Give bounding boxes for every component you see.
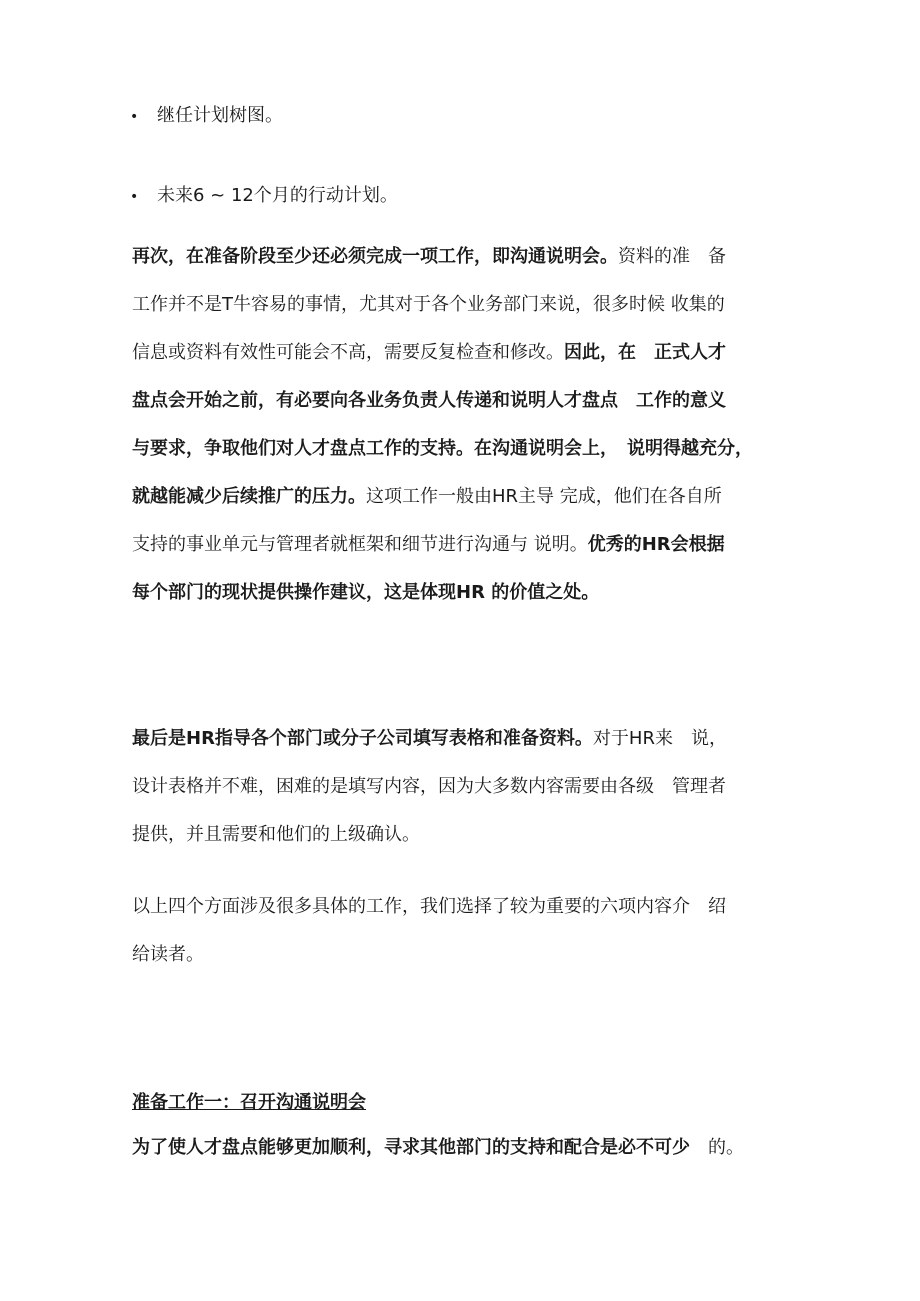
body-text: 的。: [690, 1137, 744, 1158]
bold-text: 为了使人才盘点能够更加顺利，寻求其他部门的支持和配合是必不可少: [132, 1137, 690, 1158]
paragraph-line: 与要求，争取他们对人才盘点工作的支持。在沟通说明会上， 说明得越充分，: [132, 438, 753, 459]
bullet-item: [130, 184, 398, 209]
bold-text: 再次，在准备阶段至少还必须完成一项工作，即沟通说明会。: [132, 246, 618, 267]
paragraph-line: [132, 532, 725, 558]
bullet-text: 未来6 ~ 12个月的行动计划。: [157, 185, 398, 206]
bold-text: 因此，在 正式人才: [564, 342, 726, 363]
body-text: 信息或资料有效性可能会不高，需要反复检查和修改。: [132, 342, 564, 363]
body-text: 资料的准 备: [618, 246, 726, 267]
paragraph-line: 提供，并且需要和他们的上级确认。: [132, 824, 420, 845]
bullet-dot-icon: •: [130, 189, 139, 205]
bold-text: 就越能减少后续推广的压力。: [132, 486, 366, 507]
paragraph-line: 工作并不是T牛容易的事情，尤其对于各个业务部门来说，很多时候 收集的: [132, 294, 725, 315]
paragraph-line: [132, 340, 726, 366]
paragraph-line: [132, 726, 727, 752]
paragraph-line: 给读者。: [132, 944, 204, 965]
section-heading: 准备工作一：召开沟通说明会: [132, 1092, 366, 1113]
paragraph-line: 每个部门的现状提供操作建议，这是体现HR 的价值之处。: [132, 582, 600, 603]
paragraph-line: 以上四个方面涉及很多具体的工作，我们选择了较为重要的六项内容介 绍: [132, 896, 726, 917]
paragraph-line: 盘点会开始之前，有必要向各业务负责人传递和说明人才盘点 工作的意义: [132, 390, 726, 411]
body-text: 支持的事业单元与管理者就框架和细节进行沟通与 说明。: [132, 534, 588, 555]
bullet-item: [130, 104, 283, 129]
bold-text: 优秀的HR会根据: [587, 534, 725, 555]
bullet-dot-icon: •: [130, 109, 139, 125]
paragraph-line: [132, 1135, 744, 1161]
body-text: 对于HR来 说，: [592, 728, 727, 749]
body-text: 这项工作一般由HR主导 完成，他们在各自所: [366, 486, 722, 507]
paragraph-line: 设计表格并不难，困难的是填写内容，因为大多数内容需要由各级 管理者: [132, 776, 726, 797]
paragraph-line: [132, 484, 722, 510]
paragraph-line: [132, 244, 726, 270]
bullet-text: 继任计划树图。: [157, 105, 283, 126]
bold-text: 最后是HR指导各个部门或分子公司填写表格和准备资料。: [132, 728, 593, 749]
